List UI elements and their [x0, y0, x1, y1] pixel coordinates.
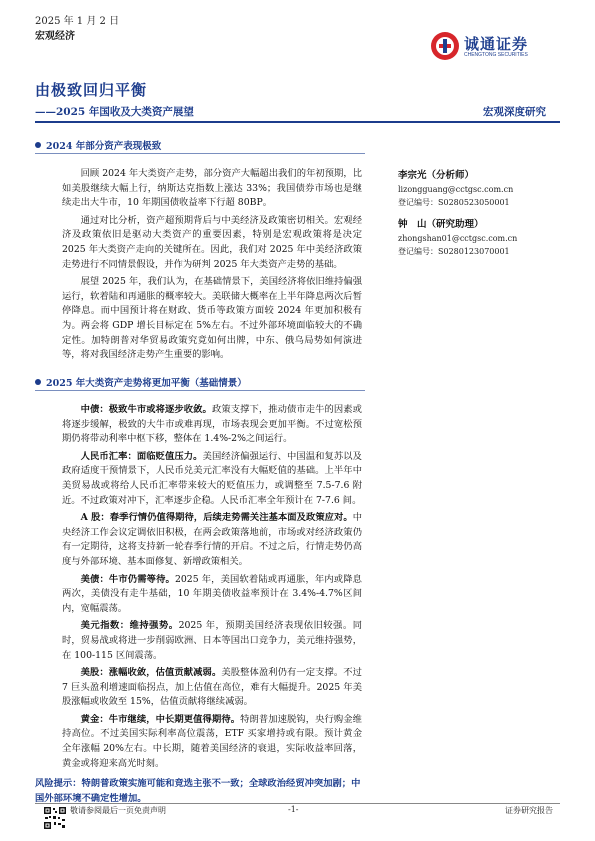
list-item	[62, 511, 362, 569]
paragraph: 展望 2025 年，我们认为，在基础情景下，美国经济将依旧维持偏强运行，软着陆和再通胀的概率较大。美联储大概率在上半年降息两次后暂停降息。而中国预计将在财政、货币等政策方面较 2024 年更加积极有为。两会将 GDP 增长目标定在 5%左右。不过外部环境面临较大的不确定性。加特朗普对华贸易政策究竟如何出牌，中东、俄乌局势如何演进等，将对我国经济走势产生重要的影响。	[62, 276, 362, 361]
item-text: 美股整体盈利仍有一定支撑。不过 7 巨头盈利增速面临拐点，加上估值在高位，难有大幅提升。2025 年美股涨幅或收敛至 15%，估值贡献将继续减弱。	[62, 667, 362, 708]
section-heading-2-text: 2025 年大类资产走势将更加平衡（基础情景）	[46, 378, 247, 389]
section-heading-1	[35, 138, 161, 152]
section-1-body	[62, 167, 362, 363]
item-lead: 黄金：牛市继续，中长期更值得期待。	[80, 713, 241, 725]
logo-name-en: CHENGTONG SECURITIES	[464, 52, 528, 58]
section-heading-1-text: 2024 年部分资产表现极致	[46, 141, 162, 152]
logo-emblem-icon	[430, 31, 460, 61]
analyst-registration: 登记编号：S0280123070001	[398, 247, 510, 256]
section-heading-2	[35, 375, 247, 389]
item-text: 特朗普加速脱钩，央行购金维持高位。不过美国实际利率高位震荡，ETF 买家增持或有限。预计黄金全年涨幅 20%左右。中长期，随着美国经济的衰退，实际收益率回落，黄金或将迎来高光时刻。	[62, 713, 362, 769]
list-item	[62, 713, 362, 771]
analyst-block-1	[398, 167, 568, 208]
item-text: 2025 年，预期美国经济表现依旧较强。同时，贸易战或将进一步削弱欧洲、日本等国出口竞争力，美元维持强势，在 100-115 区间震荡。	[62, 620, 362, 661]
analyst-email: zhongshan01@cctgsc.com.cn	[398, 234, 518, 243]
report-subtitle: ——2025 年国收及大类资产展望	[35, 106, 194, 118]
bullet-icon	[35, 142, 41, 148]
item-text: 中央经济工作会议定调依旧积极，在两会政策落地前，市场或对经济政策仍有一定期待，这将支持新一轮春季行情的开启。不过之后，行情走势仍高度与外部环境、基本面修复、新增政策相关。	[62, 512, 362, 567]
page-number: -1-	[288, 805, 299, 814]
analyst-name: 李宗光（分析师）	[398, 170, 475, 181]
list-item	[62, 450, 362, 508]
footer-divider	[35, 803, 560, 804]
list-item	[62, 573, 362, 617]
item-text: 2025 年，美国软着陆或再通胀，年内或降息两次，美债没有走牛基础，10 年期美债收益率预计在 3.4%-4.7%区间内，宽幅震荡。	[62, 573, 362, 614]
section-divider-2	[35, 390, 365, 391]
bullet-icon	[35, 379, 41, 385]
section-divider-1	[35, 153, 365, 154]
report-category: 宏观经济	[35, 31, 75, 42]
company-logo	[430, 31, 560, 63]
list-item	[62, 619, 362, 663]
analyst-block-2	[398, 216, 568, 257]
footer-report-label: 证券研究报告	[505, 806, 553, 815]
item-text: 政策支撑下，推动债市走牛的因素或将逐步缓解，极致的大牛市或难再现，市场表现会更加平衡。不过宽松预期仍将带动利率中枢下移，整体在 1.4%-2%之间运行。	[62, 404, 362, 445]
item-lead: 中债：极致牛市或将逐步收敛。	[80, 404, 212, 415]
section-2-body	[62, 403, 362, 771]
item-lead: 美债：牛市仍需等待。	[80, 573, 175, 585]
qr-code-icon	[43, 806, 67, 830]
item-lead: 美元指数：维持强势。	[80, 620, 179, 632]
analyst-registration: 登记编号：S0280523050001	[398, 198, 510, 207]
item-lead: 美股：涨幅收敛，估值贡献减弱。	[80, 667, 222, 679]
analyst-name: 钟 山（研究助理）	[398, 219, 484, 230]
risk-warning: 风险提示：特朗普政策实施可能和竞选主张不一致；全球政治经贸冲突加剧；中国外部环境不确定性增加。	[35, 778, 361, 804]
footer-disclaimer: 敬请参阅最后一页免责声明	[70, 806, 166, 815]
list-item	[62, 666, 362, 710]
list-item	[62, 403, 362, 447]
report-type: 宏观深度研究	[483, 106, 546, 118]
item-lead: A 股：春季行情仍值得期待，后续走势需关注基本面及政策应对。	[80, 512, 353, 524]
item-lead: 人民币汇率：面临贬值压力。	[80, 450, 203, 462]
item-text: 美国经济偏强运行、中国温和复苏以及政府适度干预情景下，人民币兑美元汇率没有大幅贬值的基础。上半年中美贸易战或将给人民币汇率带来较大的贬值压力，或调整至 7.5-7.6 附近。不过政策对冲下，汇率逐步企稳。人民币汇率全年预计在 7-7.6 间。	[62, 450, 362, 506]
paragraph: 通过对比分析，资产超预期背后与中美经济及政策密切相关。宏观经济及政策依旧是驱动大类资产的重要因素，特别是宏观政策将是决定 2025 年大类资产走向的关键所在。因此，我们对 2025 年中美经济政策走势进行不同情景假设，并作为研判 2025 年大类资产走势的基础。	[62, 214, 362, 270]
paragraph: 回顾 2024 年大类资产走势，部分资产大幅超出我们的年初预期，比如美股继续大幅上行，纳斯达克指数上涨达 33%；我国债券市场也是继续走出大牛市，10 年期国债收益率下行超 80BP。	[62, 168, 362, 209]
logo-name-cn: 诚通证券	[464, 35, 529, 53]
report-title: 由极致回归平衡	[35, 81, 148, 99]
analyst-email: lizongguang@cctgsc.com.cn	[398, 185, 514, 194]
title-divider	[35, 121, 560, 123]
report-date: 2025 年 1 月 2 日	[35, 16, 120, 27]
